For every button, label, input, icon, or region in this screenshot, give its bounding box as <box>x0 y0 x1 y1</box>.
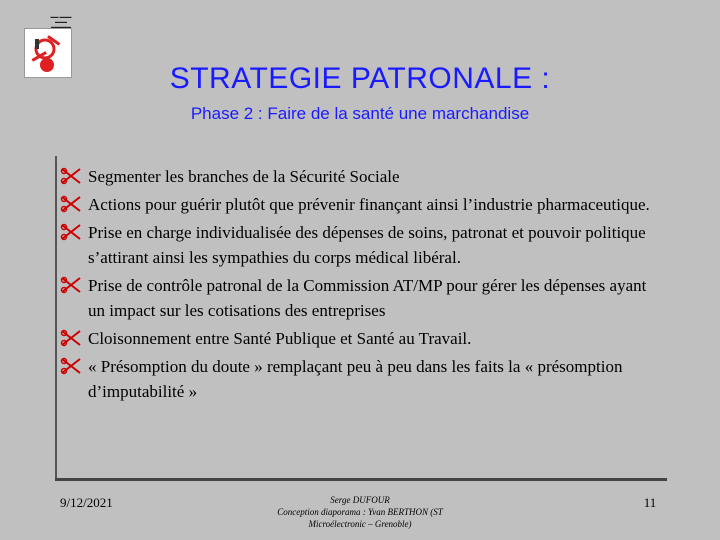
bullet-text: Prise de contrôle patronal de la Commission AT/MP pour gérer les dépenses ayant un impact sur les cotisations des entreprises <box>88 276 647 320</box>
credit-affiliation: Microélectronic – Grenoble) <box>308 519 412 529</box>
footer-date: 9/12/2021 <box>60 495 113 510</box>
frame-left-line <box>55 156 57 480</box>
scissors-icon <box>60 275 82 295</box>
scissors-icon <box>60 166 82 186</box>
bullet-item <box>58 220 658 270</box>
bullet-text: Cloisonnement entre Santé Publique et Santé au Travail. <box>88 329 472 348</box>
bullet-text: Prise en charge individualisée des dépenses de soins, patronat et pouvoir politique s’attirant ainsi les sympathies du corps médical libéral. <box>88 223 646 267</box>
bullet-item <box>58 273 658 323</box>
credit-design: Conception diaporama : Yvan BERTHON (ST <box>277 507 443 517</box>
bullet-item <box>58 354 658 404</box>
scissors-icon <box>60 222 82 242</box>
bullet-list <box>58 164 658 407</box>
scissors-icon <box>60 194 82 214</box>
logo-lettering: ▬▬ ▬▬▬ ▬▬▬ ▬▬▬▬▬ <box>50 14 72 29</box>
bullet-item <box>58 326 658 351</box>
page-number: 11 <box>643 495 657 510</box>
slide-title: STRATEGIE PATRONALE : <box>169 62 551 95</box>
scissors-icon <box>60 356 82 376</box>
bullet-text: « Présomption du doute » remplaçant peu à peu dans les faits la « présomption d’imputabilité » <box>88 357 623 401</box>
bullet-text: Segmenter les branches de la Sécurité Sociale <box>88 167 400 186</box>
slide-subtitle: Phase 2 : Faire de la santé une marchandise <box>190 104 530 123</box>
footer-credit <box>262 494 458 530</box>
frame-bottom-line <box>55 478 667 481</box>
bullet-text: Actions pour guérir plutôt que prévenir finançant ainsi l’industrie pharmaceutique. <box>88 195 650 214</box>
scissors-icon <box>60 328 82 348</box>
bullet-item <box>58 164 658 189</box>
credit-author: Serge DUFOUR <box>330 495 390 505</box>
bullet-item <box>58 192 658 217</box>
